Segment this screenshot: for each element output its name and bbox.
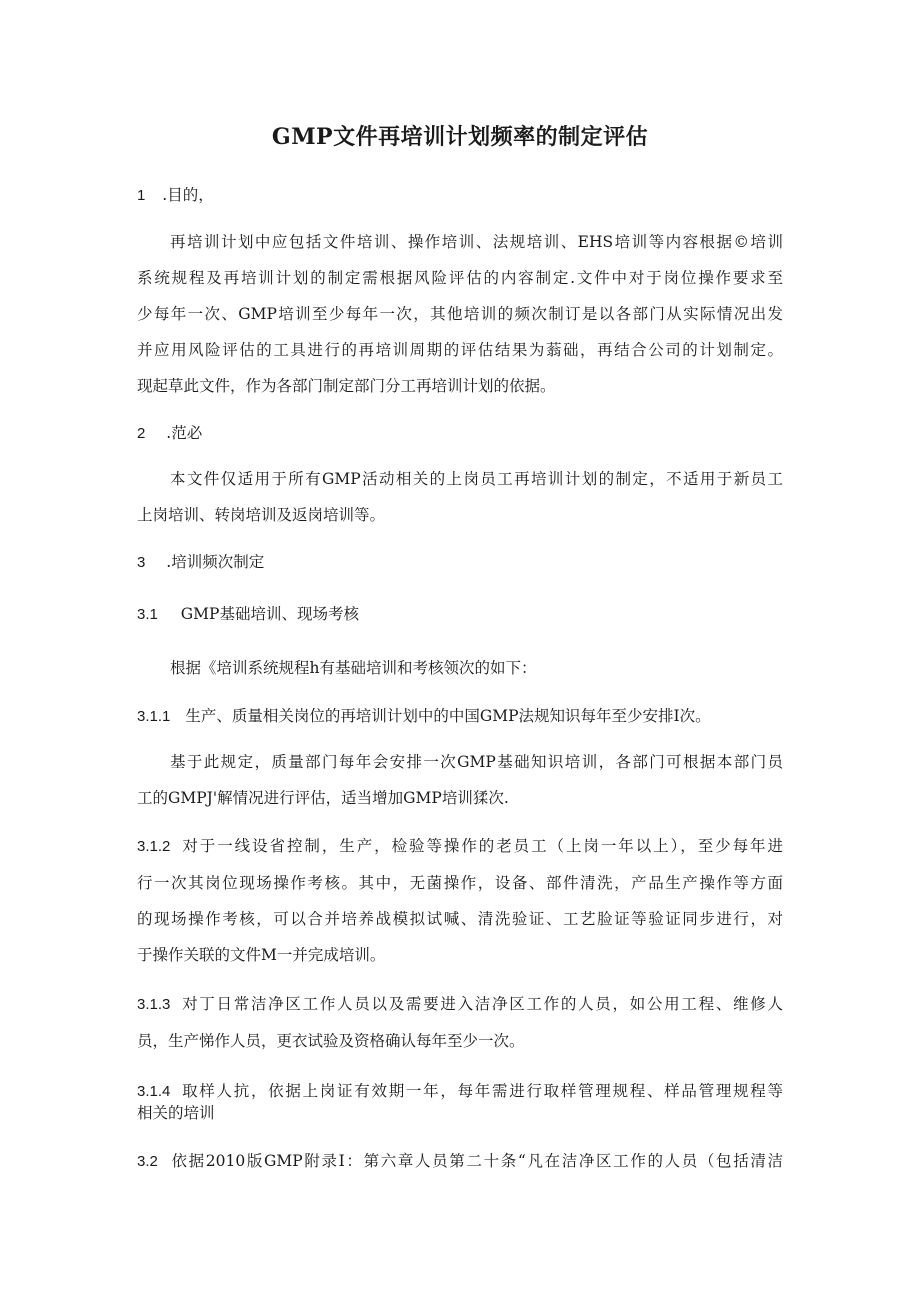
- section-title: .目的，: [162, 186, 214, 204]
- paragraph-line: 行一次其岗位现场操作考核。其中，无菌操作，设备、部件清洗，产品生产操作等方面: [137, 874, 783, 892]
- paragraph-line: 并应用风险评估的工具进行的再培训周期的评估结果为蓊础，再结合公司的计划制定。: [137, 341, 783, 359]
- section-number: 2: [137, 425, 146, 442]
- section-3-2: [137, 1150, 783, 1173]
- section-3-1-heading: [137, 603, 359, 626]
- section-3-heading: [137, 551, 264, 574]
- section-title: GMP基础培训、现场考核: [180, 605, 359, 623]
- section-2-heading: [137, 422, 202, 445]
- section-text: 对于一线设省控制，生产，检验等操作的老员工（上岗一年以上），至少每年进: [180, 837, 783, 855]
- section-number: 3: [137, 554, 146, 571]
- paragraph-line: 上岗培训、转岗培训及返岗培训等。: [137, 506, 386, 524]
- section-3-1-4: [137, 1080, 783, 1103]
- section-text: 依据2010版GMP附录I：第六章人员第二十条“凡在洁净区工作的人员（包括清洁: [169, 1152, 783, 1170]
- section-3-1-1: [137, 705, 711, 728]
- section-title: .范必: [166, 424, 203, 442]
- paragraph-line: 基于此规定，质量部门每年会安排一次GMP基础知识培训，各部门可根据本部门员: [170, 753, 783, 771]
- paragraph-line: 于操作关联的文件M一并完成培训。: [137, 946, 386, 964]
- paragraph-line: 相关的培训: [137, 1104, 215, 1122]
- section-number: 3.1.2: [137, 838, 171, 855]
- paragraph-line: 根据《培训系统规程h有基础培训和考核领次的如下：: [170, 659, 537, 677]
- paragraph-line: 再培训计划中应包括文件培训、操作培训、法规培训、EHS培训等内容根据©培训: [170, 233, 783, 251]
- section-text: 对丁日常洁净区工作人员以及需要进入洁净区工作的人员，如公用工程、维修人: [180, 995, 783, 1013]
- paragraph-line: 工的GMPJ'解情况进行评估，适当增加GMP培训猱次.: [137, 789, 509, 807]
- section-1-heading: [137, 184, 214, 207]
- section-number: 3.1: [137, 606, 158, 623]
- section-number: 3.2: [137, 1153, 158, 1170]
- document-title: GMP文件再培训计划频率的制定评估: [271, 124, 649, 150]
- section-3-1-2: [137, 835, 783, 858]
- section-number: 1: [137, 187, 146, 204]
- section-text: 取样人抗，依据上岗证有效期一年，每年需进行取样管理规程、样品管理规程等: [180, 1082, 783, 1100]
- section-number: 3.1.3: [137, 996, 171, 1013]
- section-number: 3.1.4: [137, 1083, 171, 1100]
- paragraph-line: 系统规程及再培训计划的制定需根据风险评估的内容制定.文件中对于岗位操作要求至: [137, 269, 783, 287]
- paragraph-line: 员，生产悌作人员，更衣试验及资格确认每年至少一次。: [137, 1032, 525, 1050]
- section-title: .培训频次制定: [166, 553, 265, 571]
- paragraph-line: 现起草此文件，作为各部门制定部门分工再培训计划的依据。: [137, 377, 556, 395]
- paragraph-line: 少每年一次、GMP培训至少每年一次，其他培训的频次制订是以各部门从实际情况出发: [137, 305, 783, 323]
- paragraph-line: 本文件仅适用于所有GMP活动相关的上岗员工再培训计划的制定，不适用于新员工: [170, 470, 783, 488]
- paragraph-line: 的现场操作考核，可以合并培养战模拟试喊、清洗验证、工艺脸证等验证同步进行，对: [137, 910, 783, 928]
- section-number: 3.1.1: [137, 708, 171, 725]
- section-3-1-3: [137, 993, 783, 1016]
- section-text: 生产、质量相关岗位的再培训计划中的中国GMP法规知识每年至少安排I次。: [185, 707, 711, 725]
